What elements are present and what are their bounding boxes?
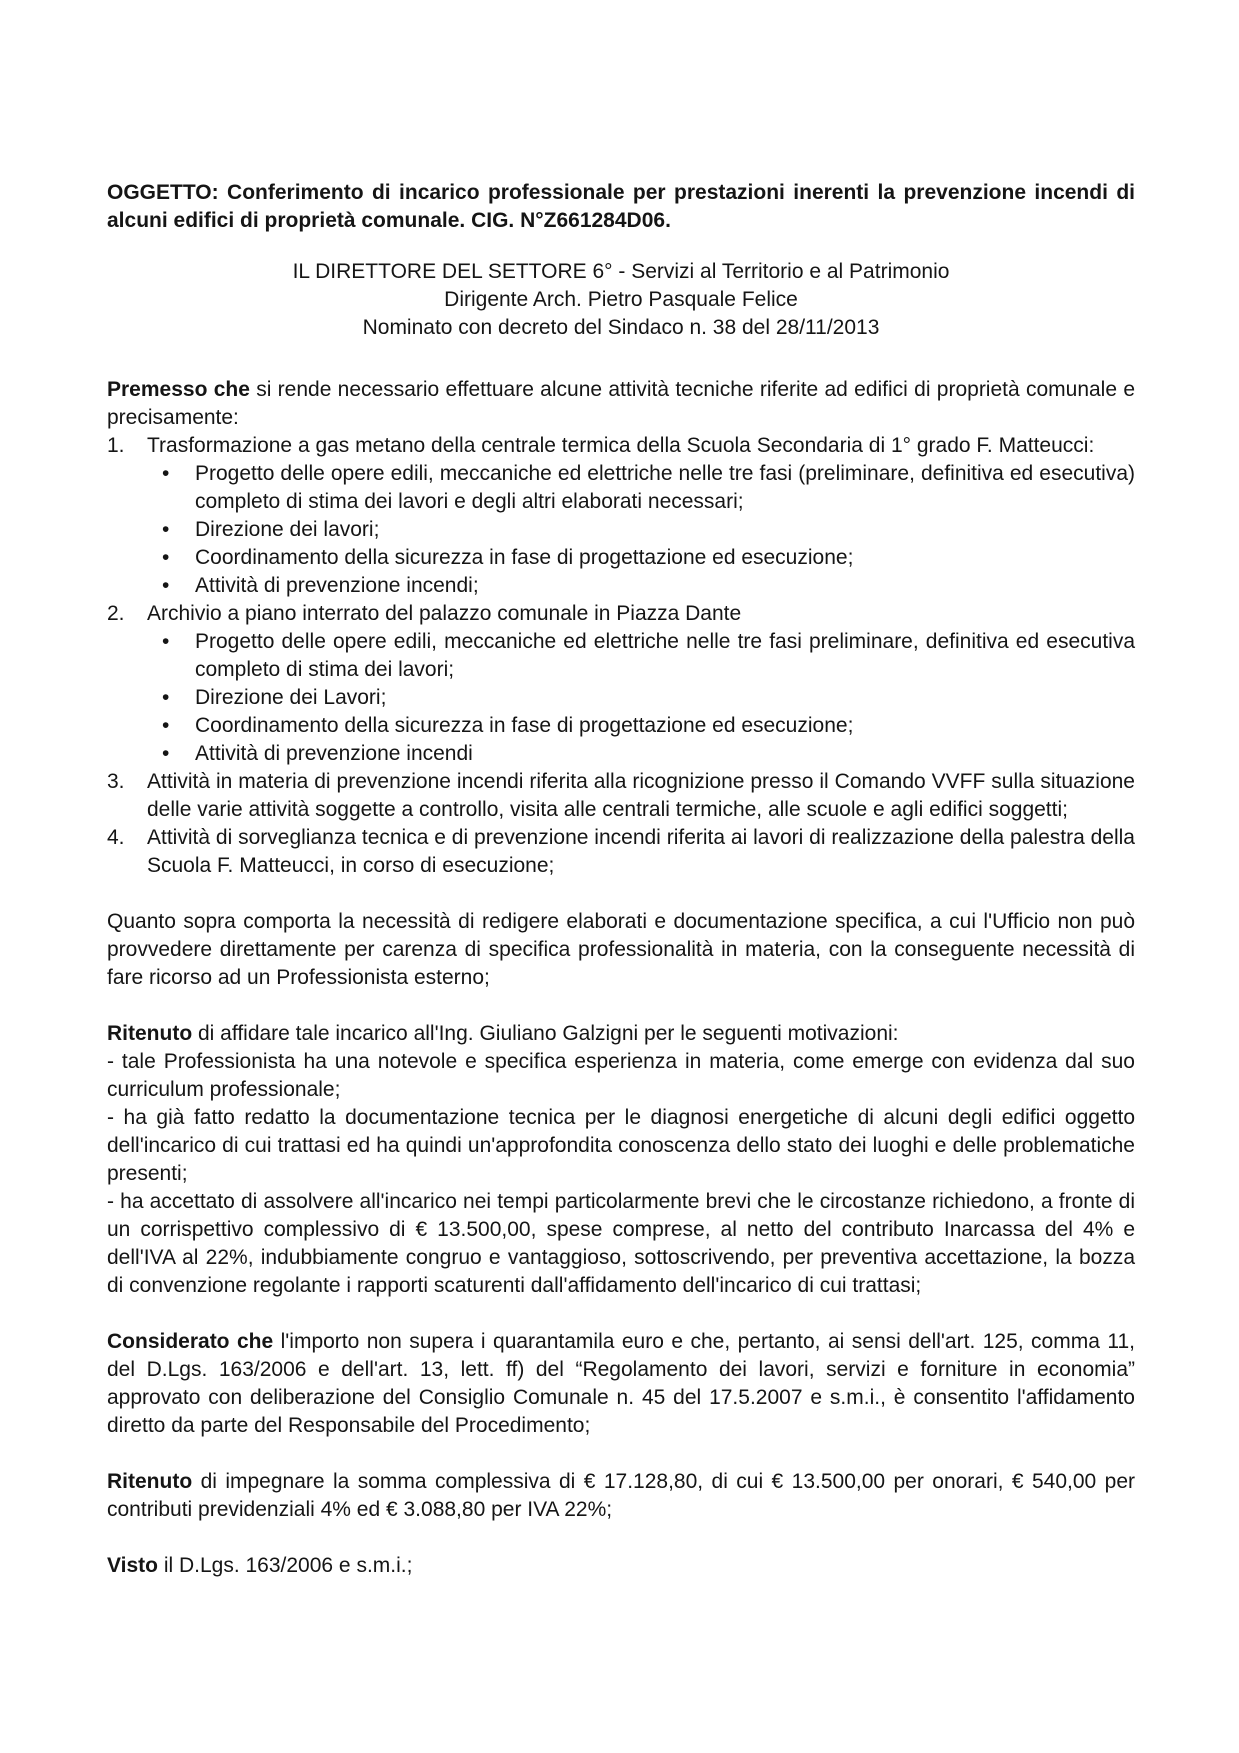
motivation-line-3: - ha accettato di assolvere all'incarico nei tempi particolarmente brevi che le circostanze richiedono, a fronte di un corrispettivo complessivo di € 13.500,00, spese comprese, al netto del contributo Inarcassa del 4% e dell'IVA al 22%, indubbiamente congruo e vantaggioso, sottoscrivendo, per preventiva accettazione, la bozza di convenzione regolante i rapporti scaturenti dall'affidamento dell'incarico di cui trattasi; bbox=[107, 1190, 1135, 1297]
bullet-text: Progetto delle opere edili, meccaniche ed elettriche nelle tre fasi (preliminare, definitiva ed esecutiva) completo di stima dei lavori e degli altri elaborati necessari; bbox=[195, 462, 1135, 513]
ritenuto-impegnare-paragraph bbox=[107, 1468, 1135, 1524]
list-item-4 bbox=[107, 824, 1135, 880]
bullet-icon: • bbox=[162, 630, 170, 653]
bullet-icon: • bbox=[162, 686, 170, 709]
director-header bbox=[107, 258, 1135, 342]
bullet-item bbox=[162, 460, 1135, 516]
bullet-text: Coordinamento della sicurezza in fase di progettazione ed esecuzione; bbox=[195, 714, 854, 737]
bullet-item bbox=[162, 544, 1135, 572]
list-item-number: 2. bbox=[107, 602, 125, 625]
director-title-line: IL DIRETTORE DEL SETTORE 6° - Servizi al Territorio e al Patrimonio bbox=[292, 260, 950, 283]
list-item-text: Trasformazione a gas metano della centrale termica della Scuola Secondaria di 1° grado F. Matteucci: bbox=[147, 434, 1095, 457]
ritenuto-affidare-paragraph bbox=[107, 1020, 1135, 1048]
motivation-line-1: - tale Professionista ha una notevole e specifica esperienza in materia, come emerge con evidenza dal suo curriculum professionale; bbox=[107, 1050, 1135, 1101]
bullet-text: Attività di prevenzione incendi bbox=[195, 742, 473, 765]
list-item-2-bullets bbox=[162, 628, 1135, 768]
ritenuto-impegnare-text: di impegnare la somma complessiva di € 17.128,80, di cui € 13.500,00 per onorari, € 540,00 per contributi previdenziali 4% ed € 3.088,80 per IVA 22%; bbox=[107, 1470, 1135, 1521]
list-item-text: Attività in materia di prevenzione incendi riferita alla ricognizione presso il Comando VVFF sulla situazione delle varie attività soggette a controllo, visita alle centrali termiche, alle scuole e agli edifici soggetti; bbox=[147, 770, 1135, 821]
list-item-number: 1. bbox=[107, 434, 125, 457]
considerato-text: l'importo non supera i quarantamila euro e che, pertanto, ai sensi dell'art. 125, comma 11, del D.Lgs. 163/2006 e dell'art. 13, lett. ff) del “Regolamento dei lavori, servizi e forniture in economia” approvato con deliberazione del Consiglio Comunale n. 45 del 17.5.2007 e s.m.i., è consentito l'affidamento diretto da parte del Responsabile del Procedimento; bbox=[107, 1330, 1135, 1437]
bullet-icon: • bbox=[162, 742, 170, 765]
bullet-text: Direzione dei Lavori; bbox=[195, 686, 387, 709]
premessa-bold: Premesso che bbox=[107, 378, 250, 401]
ritenuto-affidare-text: di affidare tale incarico all'Ing. Giuliano Galzigni per le seguenti motivazioni: bbox=[198, 1022, 899, 1045]
bullet-item bbox=[162, 684, 1135, 712]
bullet-icon: • bbox=[162, 518, 170, 541]
subject-label: OGGETTO: bbox=[107, 181, 219, 204]
considerato-bold: Considerato che bbox=[107, 1330, 274, 1353]
list-item-text: Attività di sorveglianza tecnica e di prevenzione incendi riferita ai lavori di realizzazione della palestra della Scuola F. Matteucci, in corso di esecuzione; bbox=[147, 826, 1135, 877]
bullet-icon: • bbox=[162, 462, 170, 485]
bullet-item bbox=[162, 572, 1135, 600]
visto-paragraph bbox=[107, 1552, 1135, 1580]
considerato-paragraph bbox=[107, 1328, 1135, 1440]
subject-paragraph bbox=[107, 179, 1135, 235]
motivation-line-2: - ha già fatto redatto la documentazione tecnica per le diagnosi energetiche di alcuni degli edifici oggetto dell'incarico di cui trattasi ed ha quindi un'approfondita conoscenza dello stato dei luoghi e delle problematiche presenti; bbox=[107, 1106, 1135, 1185]
list-item-1-bullets bbox=[162, 460, 1135, 600]
director-name-line: Dirigente Arch. Pietro Pasquale Felice bbox=[444, 288, 798, 311]
director-decree-line: Nominato con decreto del Sindaco n. 38 del 28/11/2013 bbox=[362, 316, 880, 339]
list-item-text: Archivio a piano interrato del palazzo comunale in Piazza Dante bbox=[147, 602, 742, 625]
bullet-icon: • bbox=[162, 546, 170, 569]
list-item-2 bbox=[107, 600, 1135, 628]
visto-bold: Visto bbox=[107, 1554, 158, 1577]
bullet-item bbox=[162, 740, 1135, 768]
bullet-text: Attività di prevenzione incendi; bbox=[195, 574, 479, 597]
bullet-item bbox=[162, 628, 1135, 684]
ritenuto-affidare-bold: Ritenuto bbox=[107, 1022, 193, 1045]
list-item-number: 4. bbox=[107, 826, 125, 849]
ritenuto-impegnare-bold: Ritenuto bbox=[107, 1470, 193, 1493]
bullet-text: Direzione dei lavori; bbox=[195, 518, 380, 541]
bullet-text: Progetto delle opere edili, meccaniche ed elettriche nelle tre fasi preliminare, definitiva ed esecutiva completo di stima dei lavori; bbox=[195, 630, 1135, 681]
ritenuto-affidare-group bbox=[107, 1020, 1135, 1300]
premessa-list bbox=[107, 432, 1135, 880]
premessa-text: si rende necessario effettuare alcune attività tecniche riferite ad edifici di proprietà comunale e precisamente: bbox=[107, 378, 1136, 429]
bullet-text: Coordinamento della sicurezza in fase di progettazione ed esecuzione; bbox=[195, 546, 854, 569]
bullet-icon: • bbox=[162, 714, 170, 737]
subject-text: Conferimento di incarico professionale per prestazioni inerenti la prevenzione incendi di alcuni edifici di proprietà comunale. CIG. N°Z661284D06. bbox=[107, 181, 1135, 232]
bullet-item bbox=[162, 712, 1135, 740]
list-item-3 bbox=[107, 768, 1135, 824]
bullet-item bbox=[162, 516, 1135, 544]
list-item-1 bbox=[107, 432, 1135, 460]
list-item-number: 3. bbox=[107, 770, 125, 793]
visto-text: il D.Lgs. 163/2006 e s.m.i.; bbox=[163, 1554, 413, 1577]
premessa-paragraph bbox=[107, 376, 1135, 432]
quanto-sopra-paragraph: Quanto sopra comporta la necessità di redigere elaborati e documentazione specifica, a cui l'Ufficio non può provvedere direttamente per carenza di specifica professionalità in materia, con la conseguente necessità di fare ricorso ad un Professionista esterno; bbox=[107, 910, 1135, 989]
bullet-icon: • bbox=[162, 574, 170, 597]
